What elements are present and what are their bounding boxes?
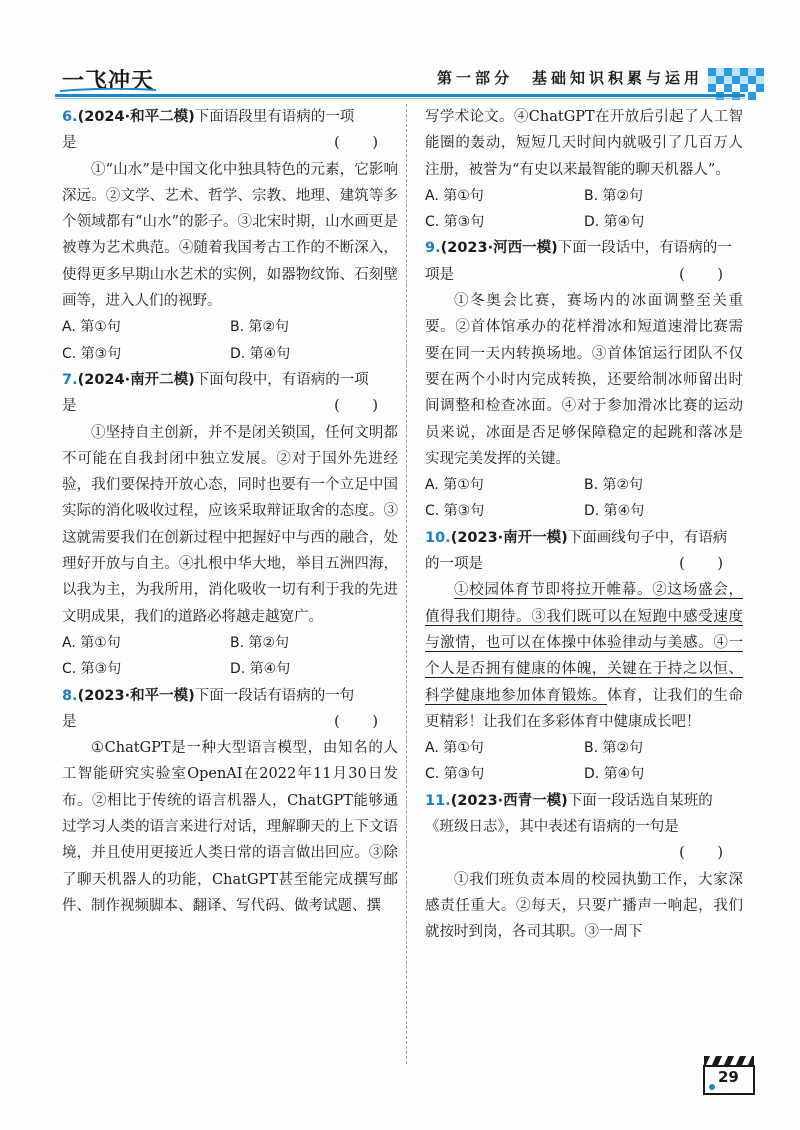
option-d[interactable]: D. 第④句 [230,345,291,362]
option-c[interactable]: C. 第③句 [62,345,122,362]
question-10 [425,525,743,788]
option-d[interactable]: D. 第④句 [584,766,645,783]
question-passage: ①坚持自主创新，并不是闭关锁国，任何文明都不可能在自我封闭中独立发展。②对于国外先进经验，我们要保持开放心态，同时也要有一个立足中国实际的消化吸收过程，应该采取辩证取舍的态度。③这就需要我们在创新过程中把握好中与西的融合，处理好开放与自主。④扎根中华大地，举目五洲四海，以我为主，为我所用，消化吸收一切有利于我的先进文明成果，我们的道路必将越走越宽广。 [62,424,398,625]
page-header [0,0,800,110]
question-number: 10. [425,529,451,546]
question-11 [425,788,743,946]
underlined-sentence-3: ③我们既可以在短跑中感受速度与激情，也可以在体操中体验律动与美感。 [425,608,744,651]
underlined-sentence-2: ②这场盛会，值得我们期待。 [425,582,743,625]
header-rule-thin [55,98,745,99]
option-a[interactable]: A. 第①句 [425,740,484,757]
question-stem: 下面一段话中，有语病的一 [557,240,732,257]
column-divider [406,104,407,1064]
answer-bracket[interactable]: ( ) [679,266,737,283]
page-number: 29 [718,1068,739,1086]
option-a[interactable]: A. 第①句 [425,477,484,494]
question-passage [425,577,743,735]
question-source: (2023·河西一模) [440,240,558,257]
option-c[interactable]: C. 第③句 [425,766,485,783]
question-number: 9. [425,240,441,257]
question-8 [62,683,398,920]
option-b[interactable]: B. 第②句 [584,740,644,757]
question-source: (2023·和平一模) [77,687,195,704]
question-stem-cont: 是 [62,135,77,152]
question-6 [62,104,398,367]
question-passage-cont: 写学术论文。④ChatGPT在开放后引起了人工智能圈的轰动，短短几天时间内就吸引了几百万人注册，被誉为“有史以来最智能的聊天机器人”。 [425,109,743,178]
question-passage: ①我们班负责本周的校园执勤工作，大家深感责任重大。②每天，只要广播声一响起，我们就按时到岗，各司其职。③一周下 [425,871,743,941]
option-b[interactable]: B. 第②句 [584,477,644,494]
left-column [62,104,398,919]
question-source: (2023·南开一模) [450,529,568,546]
options [425,472,743,525]
option-a[interactable]: A. 第①句 [62,319,121,336]
question-number: 6. [62,109,78,125]
brand-logo: 一飞冲天 [62,69,155,94]
question-8-continued [425,104,743,235]
question-passage: ①冬奥会比赛，赛场内的冰面调整至关重要。②首体馆承办的花样滑冰和短道速滑比赛需要在同一天内转换场地。③首体馆运行团队不仅要在两个小时内完成转换，还要给制冰师留出时间调整和检查冰面。④对于参加滑冰比赛的运动员来说，冰面是否足够保障稳定的起跳和落冰是实现完美发挥的关键。 [425,293,743,467]
underlined-sentence-1: ①校园体育节即将拉开帷幕。 [454,582,653,599]
question-passage: ①“山水”是中国文化中独具特色的元素，它影响深远。②文学、艺术、哲学、宗教、地理、建筑等多个领域都有“山水”的影子。③北宋时期，山水画更是被尊为艺术典范。④随着我国考古工作的不断深入，使得更多早期山水艺术的实例，如器物纹饰、石刻壁画等，进入人们的视野。 [62,161,398,310]
right-column [425,104,743,946]
answer-bracket[interactable]: ( ) [334,135,392,152]
question-9 [425,235,743,524]
option-b[interactable]: B. 第②句 [230,634,290,651]
option-b[interactable]: B. 第②句 [230,319,290,336]
question-stem: 下面一段话选自某班的 [567,792,713,809]
options [62,314,398,367]
option-d[interactable]: D. 第④句 [584,214,645,231]
question-stem: 下面画线句子中，有语病 [567,529,728,546]
answer-bracket[interactable]: ( ) [679,556,737,573]
question-stem-cont: 是 [62,398,77,415]
question-stem: 下面一段话有语病的一句 [194,687,355,704]
option-c[interactable]: C. 第③句 [425,214,485,231]
option-b[interactable]: B. 第②句 [584,187,644,204]
question-7 [62,367,398,683]
header-rule [55,94,745,97]
question-passage: ①ChatGPT是一种大型语言模型，由知名的人工智能研究实验室OpenAI在2022年11月30日发布。②相比于传统的语言机器人，ChatGPT能够通过学习人类的语言来进行对话，理解聊天的上下文语境，并且使用更接近人类日常的语言做出回应。③除了聊天机器人的功能，ChatGPT甚至能完成撰写邮件、制作视频脚本、翻译、写代码、做考试题、撰 [62,740,398,914]
question-source: (2023·西青一模) [450,792,568,809]
option-c[interactable]: C. 第③句 [62,661,122,678]
question-stem-cont: 《班级日志》，其中表述有语病的一句是 [425,819,679,836]
question-stem-cont: 的一项是 [425,556,483,573]
question-stem: 下面语段里有语病的一项 [194,109,355,125]
question-source: (2024·和平二模) [77,109,195,125]
section-title: 第一部分 基础知识积累与运用 [437,69,704,87]
underlined-sentence-4: ④一个人是否拥有健康的体魄，关键在于持之以恒、科学健康地参加体育锻炼。 [425,634,744,704]
answer-bracket[interactable]: ( ) [334,398,392,415]
question-source: (2024·南开二模) [77,371,195,388]
question-stem: 下面句段中，有语病的一项 [194,371,369,388]
passage-tail: 体育，让我们的生命更精彩！让我们在多彩体育中健康成长吧！ [425,687,744,730]
answer-bracket[interactable]: ( ) [679,845,737,862]
question-stem-cont: 项是 [425,266,454,283]
option-a[interactable]: A. 第①句 [425,187,484,204]
option-d[interactable]: D. 第④句 [230,661,291,678]
brand-swoosh-icon [60,88,156,92]
option-c[interactable]: C. 第③句 [425,503,485,520]
option-d[interactable]: D. 第④句 [584,503,645,520]
question-number: 7. [62,371,78,388]
options [62,630,398,683]
options [425,735,743,788]
answer-bracket[interactable]: ( ) [334,713,392,730]
options [425,183,743,236]
question-number: 8. [62,687,78,704]
option-a[interactable]: A. 第①句 [62,634,121,651]
question-number: 11. [425,792,451,809]
question-stem-cont: 是 [62,713,77,730]
